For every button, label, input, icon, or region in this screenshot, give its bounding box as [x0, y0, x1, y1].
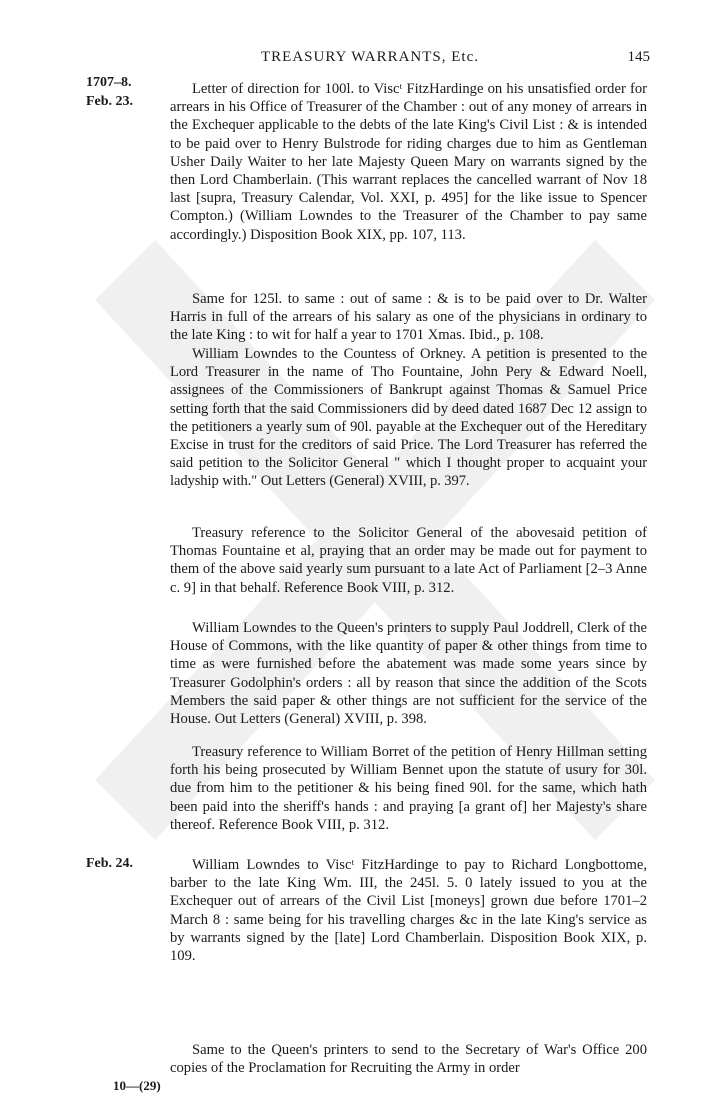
- margin-year: 1707–8.: [86, 75, 132, 90]
- margin-date-feb-24: Feb. 24.: [86, 856, 134, 871]
- entry-paragraph: Treasury reference to the Solicitor General of the abovesaid petition of Thomas Fountaine et al, praying that an order may be made out for payment to them of the above said yearly sum pursuant to a late Act of Parliament [2–3 Anne c. 9] in that behalf. Reference Book VIII, p. 312.: [170, 525, 647, 596]
- signature-mark: 10—(29): [113, 1078, 161, 1093]
- entry-paragraph: Letter of direction for 100l. to Viscᵗ FitzHardinge on his unsatisfied order for arrears in his Office of Treasurer of the Chamber : out of any money of arrears in the Exchequer applicable to the debts of the late King's Civil List : & is intended to be paid over to Henry Bulstrode for riding charges due to him as Gentleman Usher Daily Waiter to her late Majesty Queen Mary on warrants signed by the then Lord Chamberlain. (This warrant replaces the cancelled warrant of Nov 18 last [supra, Treasury Calendar, Vol. XXI, p. 495] for the like issue to Spencer Compton.) (William Lowndes to the Treasurer of the Chamber to pay same accordingly.) Disposition Book XIX, pp. 107, 113.: [170, 81, 647, 243]
- entry-paragraph: Same to the Queen's printers to send to the Secretary of War's Office 200 copies of the Proclamation for Recruiting the Army in order: [170, 1042, 647, 1077]
- page-number: 145: [627, 49, 650, 65]
- entry-paragraph: Same for 125l. to same : out of same : & is to be paid over to Dr. Walter Harris in full of the arrears of his salary as one of the physicians in ordinary to the late King : to wit for half a year to 1701 Xmas. Ibid., p. 108.: [170, 291, 647, 344]
- entry-paragraph: William Lowndes to the Countess of Orkney. A petition is presented to the Lord Treasurer in the name of Tho Fountaine, John Pery & Edward Noell, assignees of the Commissioners of Bankrupt against Thomas & Samuel Price setting forth that the said Commissioners did by deed dated 1687 Dec 12 assign to the petitioners a yearly sum of 90l. payable at the Exchequer out of the Hereditary Excise in trust for the creditors of said Price. The Lord Treasurer has referred the said petition to the Solicitor General " which I thought proper to acquaint your ladyship with." Out Letters (General) XVIII, p. 397.: [170, 346, 647, 490]
- margin-date-feb-23: Feb. 23.: [86, 94, 134, 109]
- page-header: [90, 49, 650, 73]
- entry-paragraph: Treasury reference to William Borret of the petition of Henry Hillman setting forth his being prosecuted by William Bennet upon the statute of usury for 30l. due from him to the petitioner & his being fined 90l. for the same, which hath been paid into the sheriff's hands : and praying [a grant of] her Majesty's share thereof. Reference Book VIII, p. 312.: [170, 744, 647, 833]
- running-title: TREASURY WARRANTS, Etc.: [260, 49, 479, 65]
- entry-paragraph: William Lowndes to Viscᵗ FitzHardinge to pay to Richard Longbottome, barber to the late King Wm. III, the 245l. 5. 0 lately issued to you at the Exchequer out of arrears of the Civil List [moneys] grown due before 1701–2 March 8 : same being for his travelling charges &c in the late King's service as by warrants signed by the [late] Lord Chamberlain. Disposition Book XIX, p. 109.: [170, 857, 647, 965]
- entry-paragraph: William Lowndes to the Queen's printers to supply Paul Joddrell, Clerk of the House of Commons, with the like quantity of paper & other things from time to time as were furnished before the abatement was made some years since by Treasurer Godolphin's orders : all by reason that since the addition of the Scots Members the said paper & other things are not sufficient for the service of the House. Out Letters (General) XVIII, p. 398.: [170, 620, 647, 728]
